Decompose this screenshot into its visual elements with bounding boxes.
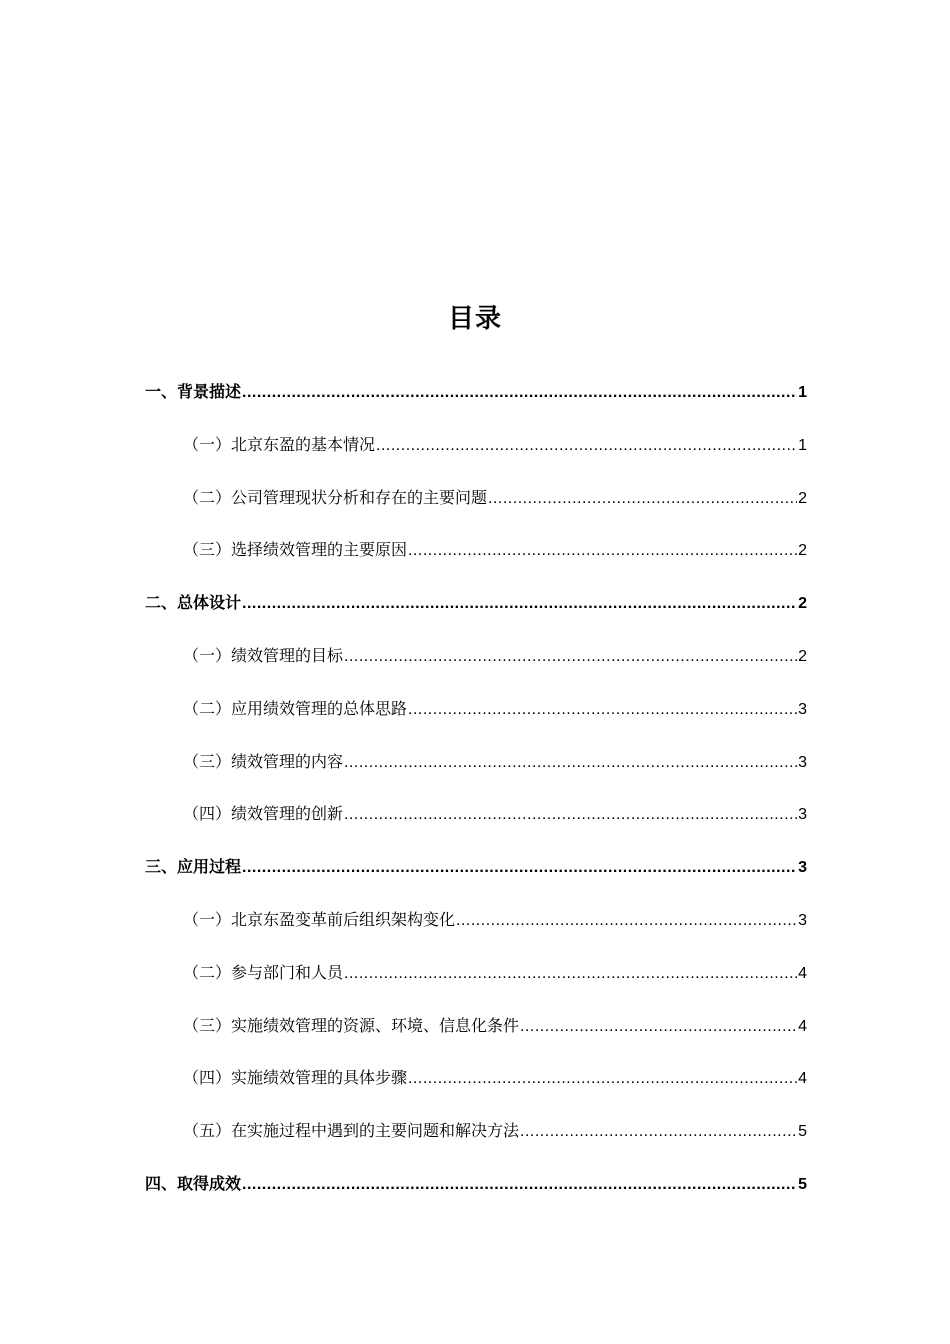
toc-page-number: 3: [798, 700, 807, 718]
toc-dot-leader: [344, 737, 797, 790]
toc-entry-text: （三）实施绩效管理的资源、环境、信息化条件: [183, 1015, 520, 1035]
toc-subsection-entry[interactable]: [145, 894, 807, 947]
toc-subsection-entry[interactable]: [145, 524, 807, 577]
toc-dot-leader: [408, 684, 797, 737]
toc-entry-text: （二）应用绩效管理的总体思路: [183, 698, 408, 718]
toc-page-number: 4: [798, 964, 807, 982]
toc-dot-leader: [376, 420, 797, 473]
toc-dot-leader: [520, 1001, 797, 1054]
toc-page-number: 4: [798, 1017, 807, 1035]
toc-page-number: 2: [798, 647, 807, 665]
toc-dot-leader: [242, 1159, 797, 1212]
toc-page-number: 2: [798, 595, 807, 613]
toc-page-number: 2: [798, 489, 807, 507]
toc-dot-leader: [242, 578, 797, 631]
toc-subsection-entry[interactable]: [145, 1000, 807, 1053]
toc-page-number: 3: [798, 911, 807, 929]
toc-entry-text: （一）北京东盈的基本情况: [183, 434, 376, 454]
toc-entry-text: （四）绩效管理的创新: [183, 804, 344, 824]
toc-section-entry[interactable]: [145, 841, 807, 894]
toc-title: 目录: [447, 304, 502, 334]
toc-dot-leader: [488, 473, 797, 526]
toc-page-number: 5: [798, 1175, 807, 1193]
toc-entry-text: （二）公司管理现状分析和存在的主要问题: [183, 487, 488, 507]
toc-dot-leader: [242, 842, 797, 895]
toc-section-entry[interactable]: [145, 366, 807, 419]
toc-dot-leader: [456, 895, 797, 948]
toc-entry-text: （三）选择绩效管理的主要原因: [183, 540, 408, 560]
toc-subsection-entry[interactable]: [145, 788, 807, 841]
toc-dot-leader: [520, 1106, 797, 1159]
toc-list: [145, 366, 807, 1211]
toc-dot-leader: [408, 1053, 797, 1106]
toc-page-number: 4: [798, 1070, 807, 1088]
toc-subsection-entry[interactable]: [145, 947, 807, 1000]
toc-entry-text: （四）实施绩效管理的具体步骤: [183, 1068, 408, 1088]
toc-dot-leader: [344, 631, 797, 684]
toc-dot-leader: [344, 948, 797, 1001]
toc-subsection-entry[interactable]: [145, 1052, 807, 1105]
toc-entry-text: 一、背景描述: [145, 382, 242, 401]
toc-subsection-entry[interactable]: [145, 683, 807, 736]
toc-page-number: 3: [798, 859, 807, 877]
toc-subsection-entry[interactable]: [145, 472, 807, 525]
toc-dot-leader: [408, 525, 797, 578]
toc-section-entry[interactable]: [145, 1158, 807, 1211]
toc-page-number: 5: [798, 1123, 807, 1141]
toc-entry-text: 二、总体设计: [145, 593, 242, 613]
toc-page-number: 1: [798, 384, 807, 401]
toc-subsection-entry[interactable]: [145, 736, 807, 789]
toc-entry-text: 三、应用过程: [145, 857, 242, 877]
toc-page-number: 1: [798, 436, 807, 454]
toc-dot-leader: [242, 367, 797, 420]
toc-page-number: 3: [798, 753, 807, 771]
toc-entry-text: （五）在实施过程中遇到的主要问题和解决方法: [183, 1121, 520, 1141]
toc-page-number: 2: [798, 542, 807, 560]
toc-entry-text: （一）绩效管理的目标: [183, 645, 344, 665]
toc-dot-leader: [344, 789, 797, 842]
toc-subsection-entry[interactable]: [145, 419, 807, 472]
toc-page-number: 3: [798, 806, 807, 824]
toc-subsection-entry[interactable]: [145, 1105, 807, 1158]
toc-section-entry[interactable]: [145, 577, 807, 630]
toc-entry-text: （三）绩效管理的内容: [183, 751, 344, 771]
toc-entry-text: 四、取得成效: [145, 1173, 242, 1193]
toc-subsection-entry[interactable]: [145, 630, 807, 683]
toc-entry-text: （一）北京东盈变革前后组织架构变化: [183, 909, 456, 929]
toc-entry-text: （二）参与部门和人员: [183, 962, 344, 982]
